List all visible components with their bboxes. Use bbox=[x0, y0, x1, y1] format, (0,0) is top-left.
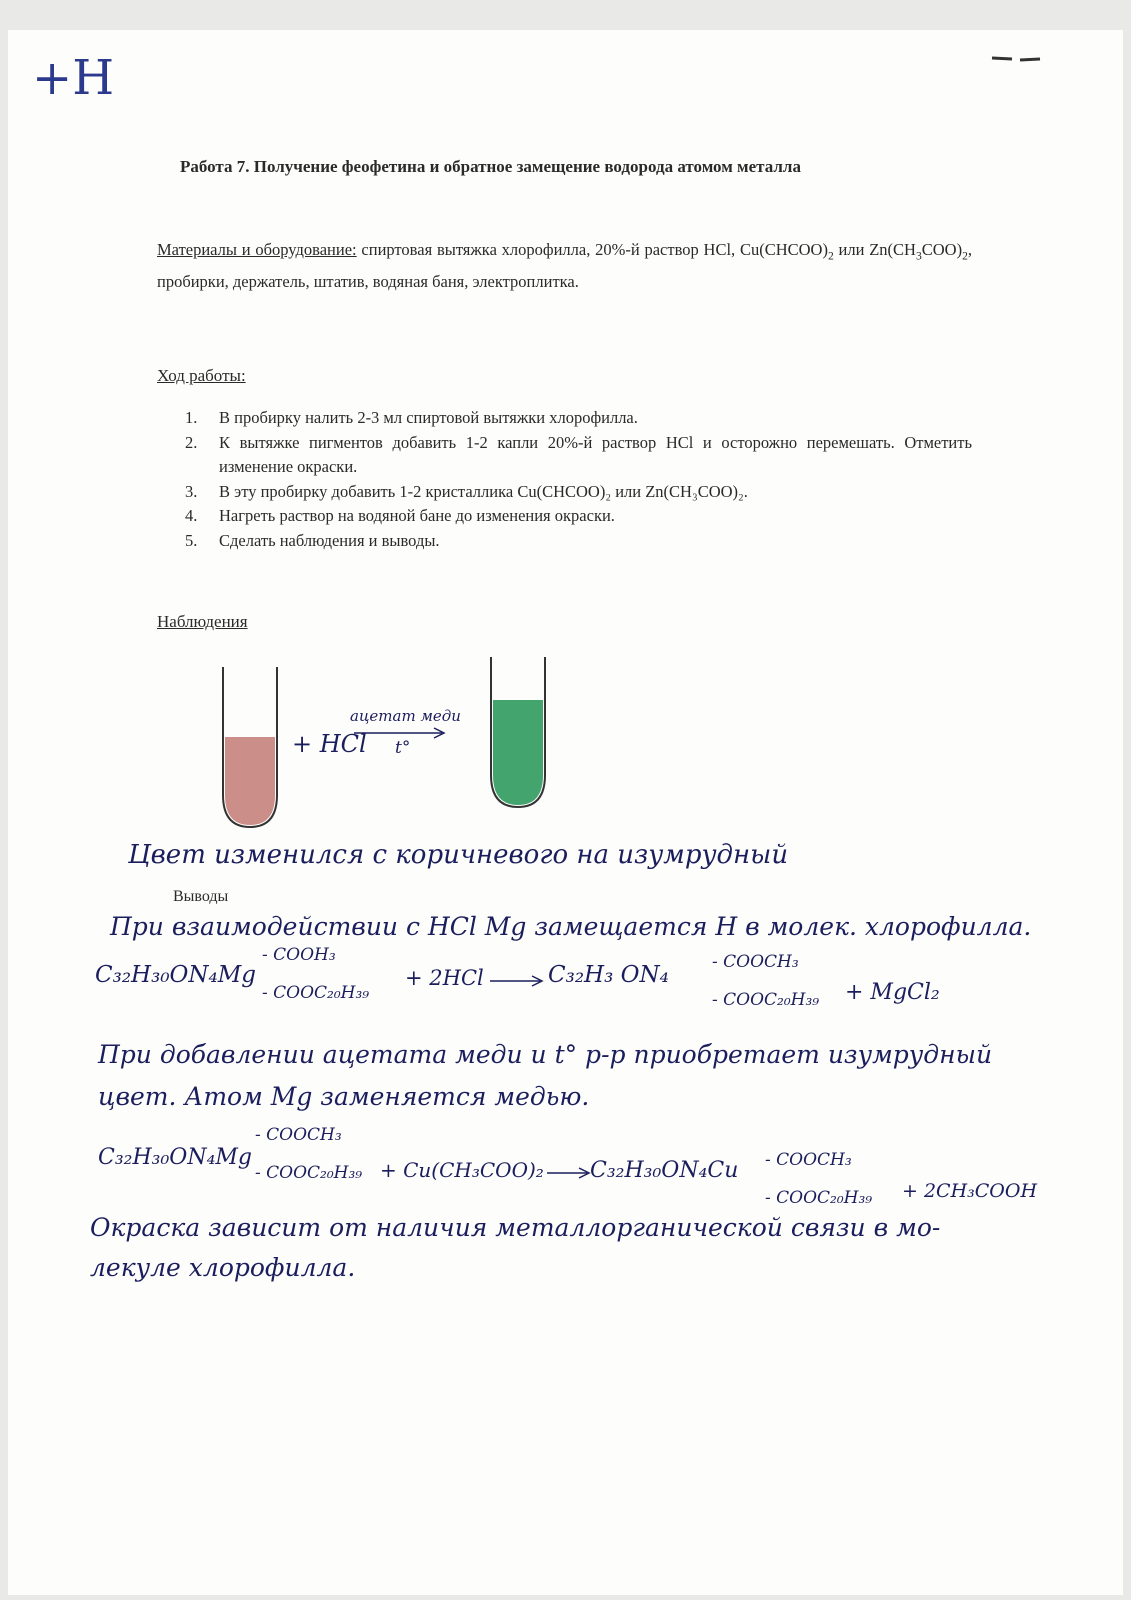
eq1-left-bottom: - COOC₂₀H₃₉ bbox=[262, 983, 370, 1003]
procedure-heading: Ход работы: bbox=[157, 366, 246, 385]
eq1-left: C₃₂H₃₀ON₄Mg bbox=[95, 962, 257, 988]
observations-heading: Наблюдения bbox=[157, 612, 248, 631]
eq2-arrow bbox=[545, 1166, 595, 1180]
test-tube-before bbox=[215, 665, 285, 835]
arrow-top-label: ацетат меди bbox=[350, 707, 461, 725]
step-number: 5. bbox=[185, 530, 198, 550]
step-text: В эту пробирку добавить 1-2 кристаллика Cu(CHCOO)₂ или Zn(CH₃COO)₂. bbox=[219, 481, 748, 501]
test-tube-after bbox=[483, 655, 553, 815]
step-number: 2. bbox=[185, 432, 198, 452]
materials-text-3: COO) bbox=[921, 240, 963, 259]
materials-text-4: , пробирки, держатель, штатив, водяная баня, электроплитка. bbox=[157, 240, 972, 292]
eq2-left-bottom: - COOC₂₀H₃₉ bbox=[255, 1163, 363, 1183]
eq2-right-bottom: - COOC₂₀H₃₉ bbox=[765, 1188, 873, 1208]
procedure-step bbox=[185, 480, 972, 505]
corner-dash-mark bbox=[990, 50, 1046, 54]
procedure-step bbox=[185, 406, 972, 431]
page-title: Работа 7. Получение феофетина и обратное замещение водорода атомом металла bbox=[180, 157, 801, 176]
eq1-plus: + 2HCl bbox=[405, 966, 484, 990]
eq1-right-bottom: - COOC₂₀H₃₉ bbox=[712, 990, 820, 1010]
step-number: 1. bbox=[185, 408, 198, 427]
conclusions-heading: Выводы bbox=[173, 888, 229, 905]
corner-mark: +H bbox=[32, 50, 115, 106]
eq2-left: C₃₂H₃₀ON₄Mg bbox=[98, 1145, 253, 1170]
arrow-bottom-label: t° bbox=[395, 738, 411, 758]
procedure-step bbox=[185, 529, 972, 554]
conclusion-line-5: лекуле хлорофилла. bbox=[90, 1253, 356, 1282]
procedure-step bbox=[185, 504, 972, 529]
reagent-label: + HCl bbox=[292, 730, 367, 758]
step-number: 3. bbox=[185, 481, 198, 501]
step-text: К вытяжке пигментов добавить 1-2 капли 20%-й раствор HCl и осторожно перемешать. Отметить изменение окраски. bbox=[219, 432, 972, 476]
materials-text-1: спиртовая вытяжка хлорофилла, 20%-й раствор HCl, Cu(CHCOO) bbox=[356, 240, 828, 259]
eq1-arrow bbox=[488, 974, 548, 988]
conclusion-line-3: цвет. Атом Mg заменяется медью. bbox=[98, 1082, 590, 1111]
eq1-right-top: - COOCH₃ bbox=[712, 952, 799, 972]
observation-note: Цвет изменился с коричневого на изумрудный bbox=[128, 840, 789, 870]
eq2-left-top: - COOCH₃ bbox=[255, 1125, 342, 1145]
eq2-right-top: - COOCH₃ bbox=[765, 1150, 852, 1170]
materials-text-2: или Zn(CH bbox=[833, 240, 916, 259]
conclusion-line-4: Окраска зависит от наличия металлорганической связи в мо- bbox=[90, 1213, 941, 1242]
conclusion-line-1: При взаимодействии с HCl Mg замещается H в молек. хлорофилла. bbox=[110, 912, 1032, 941]
materials-sub-3: 2 bbox=[962, 250, 968, 263]
step-text: В пробирку налить 2-3 мл спиртовой вытяжки хлорофилла. bbox=[219, 408, 638, 427]
step-number: 4. bbox=[185, 506, 198, 525]
step-text: Нагреть раствор на водяной бане до изменения окраски. bbox=[219, 506, 615, 525]
step-text: Сделать наблюдения и выводы. bbox=[219, 530, 440, 550]
materials-sub-1: 2 bbox=[827, 250, 834, 263]
eq2-product: + 2CH₃COOH bbox=[902, 1180, 1038, 1202]
materials-label: Материалы и оборудование: bbox=[157, 240, 357, 259]
procedure-step bbox=[185, 431, 972, 480]
dash-marks bbox=[990, 55, 1046, 63]
eq1-product: + MgCl₂ bbox=[845, 980, 940, 1005]
eq2-right: C₃₂H₃₀ON₄Cu bbox=[590, 1158, 739, 1183]
eq1-left-top: - COOH₃ bbox=[262, 945, 336, 965]
conclusion-line-2: При добавлении ацетата меди и t° р-р приобретает изумрудный bbox=[98, 1040, 993, 1069]
materials-paragraph bbox=[157, 237, 972, 294]
eq1-right: C₃₂H₃ ON₄ bbox=[548, 962, 669, 988]
procedure-list bbox=[185, 406, 972, 553]
eq2-plus: + Cu(CH₃COO)₂ bbox=[380, 1158, 544, 1182]
materials-sub-2: 3 bbox=[915, 250, 922, 263]
